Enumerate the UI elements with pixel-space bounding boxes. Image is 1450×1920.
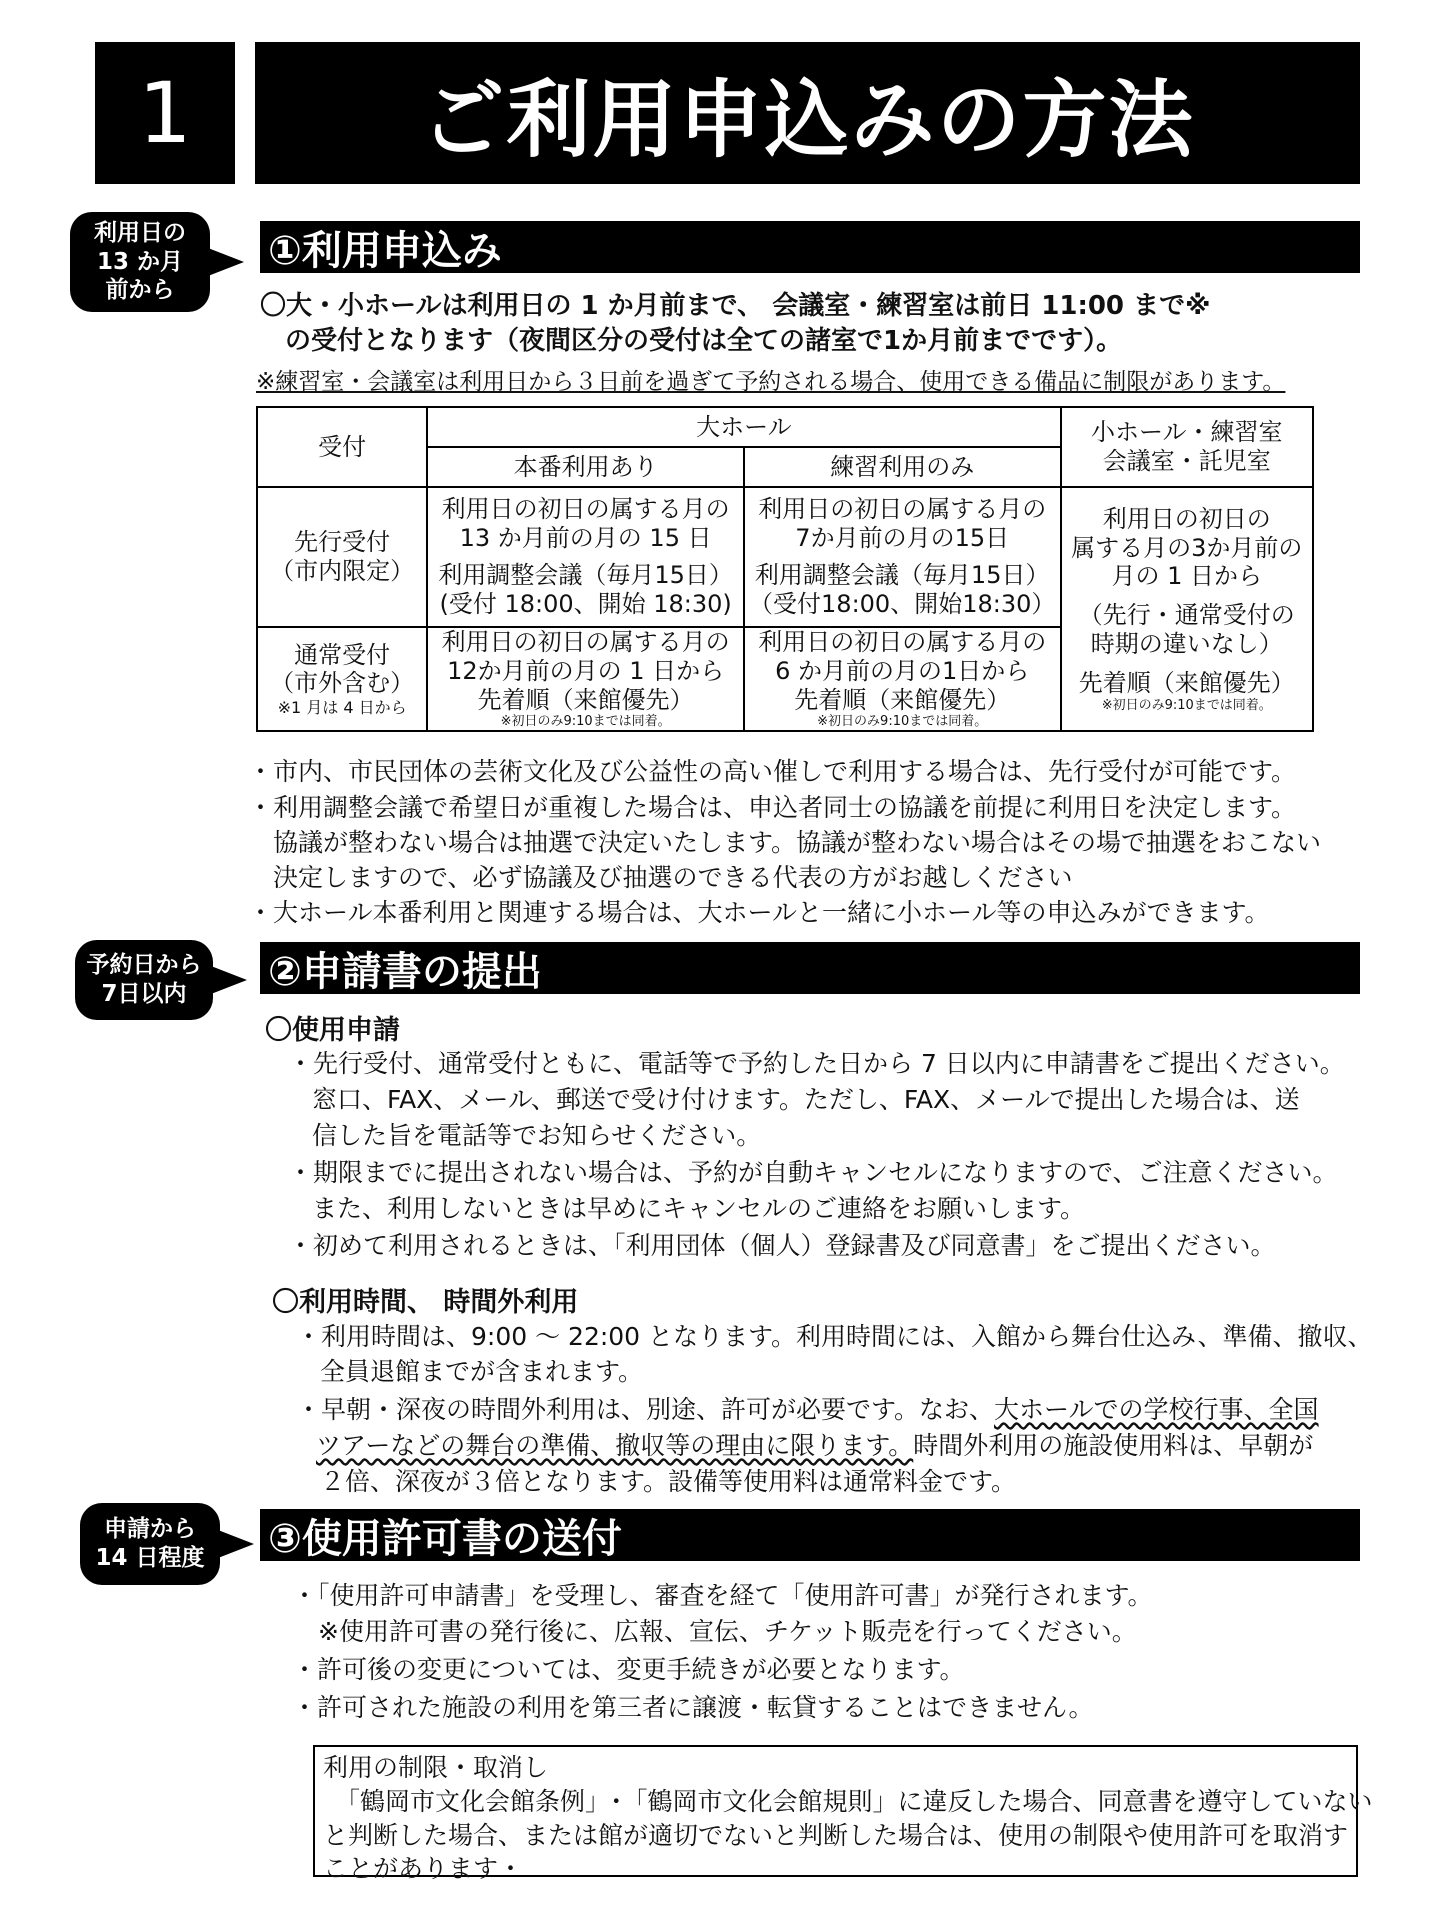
bullet-line: 協議が整わない場合は抽選で決定いたします。協議が整わない場合はその場で抽選をおこない [273, 828, 1322, 857]
reception-schedule-table [256, 406, 1314, 732]
emphasis-text: ツアーなどの舞台の準備、撤収等の理由に限ります。 [316, 1431, 914, 1460]
body-text: ・早朝・深夜の時間外利用は、別途、許可が必要です。なお、 [296, 1395, 995, 1424]
body-line: 信した旨を電話等でお知らせください。 [312, 1121, 762, 1150]
body-line: ・許可された施設の利用を第三者に譲渡・転貸することはできません。 [292, 1693, 1094, 1722]
regular-practice-cell [744, 627, 1061, 731]
body-line: ・｢使用許可申請書」を受理し、審査を経て「使用許可書」が発行されます。 [292, 1581, 1153, 1610]
cell-line: 先着順（来館優先） [1078, 668, 1295, 697]
header-main-use: 本番利用あり [427, 447, 744, 487]
cell-line: 利用日の初日の属する月の [441, 495, 730, 524]
bullet-line: ・利用調整会議で希望日が重複した場合は、申込者同士の協議を前提に利用日を決定します。 [248, 793, 1297, 822]
small-rooms-cell [1061, 487, 1314, 731]
bullet-line: ・大ホール本番利用と関連する場合は、大ホールと一緒に小ホール等の申込みができます。 [248, 898, 1270, 927]
header-practice-use: 練習利用のみ [744, 447, 1061, 487]
cell-line: 利用日の初日の [1102, 504, 1271, 533]
body-text: 時間外利用の施設使用料は、早朝が [913, 1431, 1314, 1460]
bubble-line: 14 日程度 [95, 1545, 205, 1571]
box-line: 「鶴岡市文化会館条例」･「鶴岡市文化会館規則」に違反した場合、同意書を遵守していない [335, 1786, 1373, 1816]
subheading-usage-application: 〇使用申請 [265, 1015, 400, 1046]
body-line: ２倍、深夜が３倍となります。設備等使用料は通常料金です。 [320, 1467, 1017, 1496]
body-line: ・先行受付、通常受付ともに、電話等で予約した日から 7 日以内に申請書をご提出ください。 [288, 1049, 1345, 1078]
section-heading-permit: ③使用許可書の送付 [260, 1509, 1360, 1561]
cell-line: （受付18:00、開始18:30） [749, 589, 1056, 618]
bubble-line: 前から [105, 277, 175, 304]
bubble-line: 7日以内 [101, 981, 187, 1007]
body-line: また、利用しないときは早めにキャンセルのご連絡をお願いします。 [312, 1194, 1086, 1223]
emphasis-text: 大ホールでの学校行事、全国 [994, 1395, 1319, 1424]
row-regular-label [257, 627, 427, 731]
body-line: 窓口、FAX、メール、郵送で受け付けます。ただし、FAX、メールで提出した場合は、送 [312, 1085, 1300, 1114]
body-line [316, 1426, 1313, 1462]
cell-note: ※初日のみ9:10までは同着。 [817, 714, 988, 730]
cell-line: 12か月前の月の 1 日から [447, 656, 725, 685]
cell-line: 利用日の初日の属する月の [758, 495, 1047, 524]
body-line: ・許可後の変更については、変更手続きが必要となります。 [292, 1655, 965, 1684]
row-label-line: 通常受付 [294, 640, 391, 669]
row-label-line: （市内限定） [270, 557, 415, 585]
box-title: 利用の制限・取消し [323, 1753, 549, 1782]
box-line: ことがあります・ [323, 1854, 524, 1884]
usage-restriction-box [313, 1745, 1373, 1884]
cell-line: 7か月前の月の15日 [795, 524, 1010, 553]
regular-main-cell [427, 627, 744, 731]
header-small-rooms [1061, 407, 1314, 487]
bubble-line: 利用日の [94, 219, 186, 246]
cell-line: 利用日の初日の属する月の [441, 628, 730, 656]
timing-bubble-2 [75, 940, 213, 1020]
chapter-number: 1 [95, 42, 235, 184]
cell-line: 先着順（来館優先） [794, 685, 1011, 714]
body-line: ・初めて利用されるときは、｢利用団体（個人）登録書及び同意書」をご提出ください。 [288, 1231, 1276, 1260]
body-line: ・期限までに提出されない場合は、予約が自動キャンセルになりますので、ご注意ください。 [288, 1158, 1338, 1187]
body-line: ※使用許可書の発行後に、広報、宣伝、チケット販売を行ってください。 [318, 1617, 1137, 1646]
cell-line: 属する月の3か月前の [1071, 533, 1303, 562]
cell-line: 13 か月前の月の 15 日 [459, 524, 712, 553]
section-heading-submission: ②申請書の提出 [260, 942, 1360, 994]
section-heading-application: ①利用申込み [260, 221, 1360, 273]
header-reception: 受付 [257, 407, 427, 487]
cell-note: ※初日のみ9:10までは同着。 [500, 714, 671, 730]
bullet-line: ・市内、市民団体の芸術文化及び公益性の高い催しで利用する場合は、先行受付が可能です。 [248, 757, 1297, 786]
cell-line: 月の 1 日から [1111, 562, 1263, 591]
lead-line: の受付となります（夜間区分の受付は全ての諸室で1か月前までです）。 [285, 326, 1123, 356]
cell-line: 6 か月前の月の1日から [775, 656, 1030, 685]
body-line [296, 1390, 1319, 1426]
header-large-hall: 大ホール [427, 407, 1060, 447]
row-label-note: ※1 月は 4 日から [277, 698, 407, 718]
header-small-line: 小ホール・練習室 [1090, 418, 1283, 447]
bullet-line: 決定しますので、必ず協議及び抽選のできる代表の方がお越しください [273, 863, 1073, 892]
body-line: ・利用時間は、9:00 ～ 22:00 となります。利用時間には、入館から舞台仕込み、準備、撤収、 [296, 1322, 1373, 1351]
row-label-line: 先行受付 [294, 528, 391, 557]
timing-bubble-1 [70, 212, 210, 312]
practice-room-note: ※練習室・会議室は利用日から３日前を過ぎて予約される場合、使用できる備品に制限があります。 [256, 369, 1286, 395]
row-advance-label [257, 487, 427, 627]
advance-main-cell [427, 487, 744, 627]
box-line: と判断した場合、または館が適切でないと判断した場合は、使用の制限や使用許可を取消す [323, 1820, 1349, 1850]
cell-line: 時期の違いなし） [1090, 629, 1283, 658]
cell-line: （先行・通常受付の [1078, 601, 1295, 630]
cell-line: 利用日の初日の属する月の [758, 628, 1047, 656]
bubble-line: 13 か月 [96, 248, 183, 275]
bubble-line: 予約日から [86, 952, 202, 979]
subheading-usage-hours: 〇利用時間、 時間外利用 [272, 1287, 579, 1318]
cell-line: 利用調整会議（毎月15日） [438, 561, 733, 589]
lead-line: 〇大・小ホールは利用日の 1 か月前まで、 会議室・練習室は前日 11:00 まで※ [260, 291, 1211, 321]
timing-bubble-3 [80, 1503, 220, 1585]
page-title: ご利用申込みの方法 [255, 42, 1360, 184]
advance-practice-cell [744, 487, 1061, 627]
body-line: 全員退館までが含まれます。 [320, 1357, 644, 1386]
cell-line: 利用調整会議（毎月15日） [754, 561, 1050, 589]
header-small-line: 会議室・託児室 [1102, 447, 1271, 475]
cell-line: (受付 18:00、開始 18:30) [439, 589, 732, 618]
bubble-line: 申請から [104, 1516, 196, 1543]
cell-line: 先着順（来館優先） [477, 685, 694, 714]
row-label-line: （市外含む） [270, 669, 415, 698]
cell-note: ※初日のみ9:10までは同着。 [1101, 697, 1272, 713]
